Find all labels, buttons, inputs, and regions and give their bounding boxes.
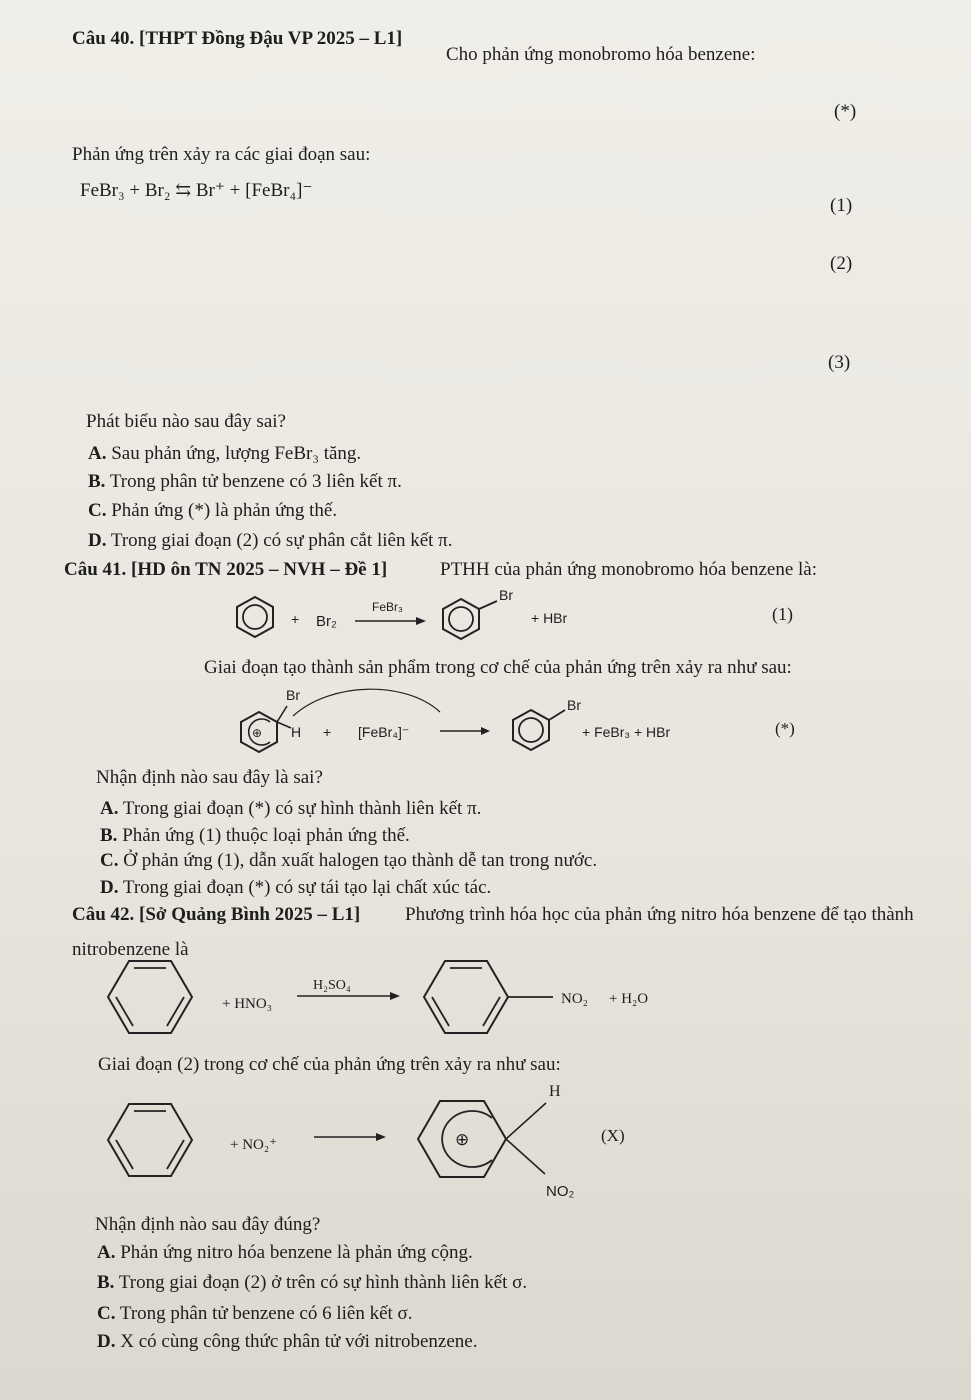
q42-option-c[interactable]: C. Trong phân tử benzene có 6 liên kết σ. <box>97 1303 413 1324</box>
q40-label-1: (1) <box>830 195 853 216</box>
q41-label-1: (1) <box>772 604 793 624</box>
q41-mech-label: (*) <box>775 719 795 738</box>
q40-eq1: FeBr₃ + Br₂ ⇆ Br⁺ + [FeBr₄]⁻ <box>80 180 313 201</box>
q41-mech-plus: + <box>323 724 332 740</box>
q41-mech-br-product: Br <box>567 697 581 713</box>
q40-title: Câu 40. [THPT Đồng Đậu VP 2025 – L1] <box>72 28 403 49</box>
q41-febr4: [FeBr₄]⁻ <box>358 724 410 740</box>
q42-no2: NO₂ <box>561 991 588 1007</box>
q40-intro: Cho phản ứng monobromo hóa benzene: <box>446 44 756 65</box>
q41-br2: Br₂ <box>316 613 337 630</box>
q42-no2-plus: + NO₂⁺ <box>230 1137 278 1153</box>
q41-option-a[interactable]: A. Trong giai đoạn (*) có sự hình thành liên kết π. <box>100 798 482 819</box>
q41-title: Câu 41. [HD ôn TN 2025 – NVH – Đề 1] <box>64 559 388 580</box>
q42-option-a[interactable]: A. Phản ứng nitro hóa benzene là phản ứng cộng. <box>97 1242 473 1263</box>
q41-option-c[interactable]: C. Ở phản ứng (1), dẫn xuất halogen tạo thành dễ tan trong nước. <box>100 850 598 871</box>
q42-hno3: + HNO₃ <box>222 996 272 1012</box>
q41-option-d[interactable]: D. Trong giai đoạn (*) có sự tái tạo lại chất xúc tác. <box>100 877 492 898</box>
q42-intro-2: nitrobenzene là <box>72 939 189 960</box>
q41-question: Nhận định nào sau đây là sai? <box>96 767 323 788</box>
plus-charge-icon: ⊕ <box>455 1130 470 1149</box>
q42-x-no2: NO₂ <box>546 1183 575 1200</box>
q41-option-b[interactable]: B. Phản ứng (1) thuộc loại phản ứng thế. <box>100 825 410 846</box>
q42-title: Câu 42. [Sở Quảng Bình 2025 – L1] <box>72 904 361 925</box>
q42-catalyst: H₂SO₄ <box>313 978 351 993</box>
q42-h2o: + H₂O <box>609 991 649 1007</box>
q40-option-a[interactable]: A. Sau phản ứng, lượng FeBr₃ tăng. <box>88 443 362 464</box>
q42-stage-intro: Giai đoạn (2) trong cơ chế của phản ứng trên xảy ra như sau: <box>98 1054 561 1075</box>
q40-star-label: (*) <box>834 101 857 122</box>
q40-option-c[interactable]: C. Phản ứng (*) là phản ứng thế. <box>88 500 338 521</box>
q42-x-h: H <box>549 1083 561 1100</box>
q41-br-substituent: Br <box>499 587 513 603</box>
q41-intro: PTHH của phản ứng monobromo hóa benzene là: <box>440 559 818 580</box>
q41-mech-br: Br <box>286 687 300 703</box>
q40-label-3: (3) <box>828 352 851 373</box>
q42-label-x: (X) <box>601 1126 625 1145</box>
q40-option-b[interactable]: B. Trong phân tử benzene có 3 liên kết π. <box>88 471 402 492</box>
q41-catalyst: FeBr₃ <box>372 600 403 614</box>
q40-option-d[interactable]: D. Trong giai đoạn (2) có sự phân cắt liên kết π. <box>88 530 453 551</box>
reaction-arrow <box>314 1133 386 1141</box>
benzene-ring-reactant <box>108 1104 192 1176</box>
q42-option-b[interactable]: B. Trong giai đoạn (2) ở trên có sự hình thành liên kết σ. <box>97 1272 528 1293</box>
q41-mech-intro: Giai đoạn tạo thành sản phẩm trong cơ chế của phản ứng trên xảy ra như sau: <box>204 657 792 678</box>
q40-label-2: (2) <box>830 253 853 274</box>
q42-question: Nhận định nào sau đây đúng? <box>95 1214 321 1235</box>
q40-question: Phát biểu nào sau đây sai? <box>86 411 286 432</box>
q41-hbr: + HBr <box>531 610 568 626</box>
q41-mech-products: + FeBr₃ + HBr <box>582 724 671 740</box>
q41-plus: + <box>291 611 300 627</box>
sigma-complex-x <box>418 1101 546 1177</box>
q42-option-d[interactable]: D. X có cùng công thức phân tử với nitrobenzene. <box>97 1331 478 1352</box>
q40-stages-intro: Phản ứng trên xảy ra các giai đoạn sau: <box>72 144 371 165</box>
plus-charge-icon: ⊕ <box>252 726 263 740</box>
q42-intro: Phương trình hóa học của phản ứng nitro hóa benzene để tạo thành <box>405 904 914 925</box>
q41-mech-h: H <box>291 724 302 740</box>
